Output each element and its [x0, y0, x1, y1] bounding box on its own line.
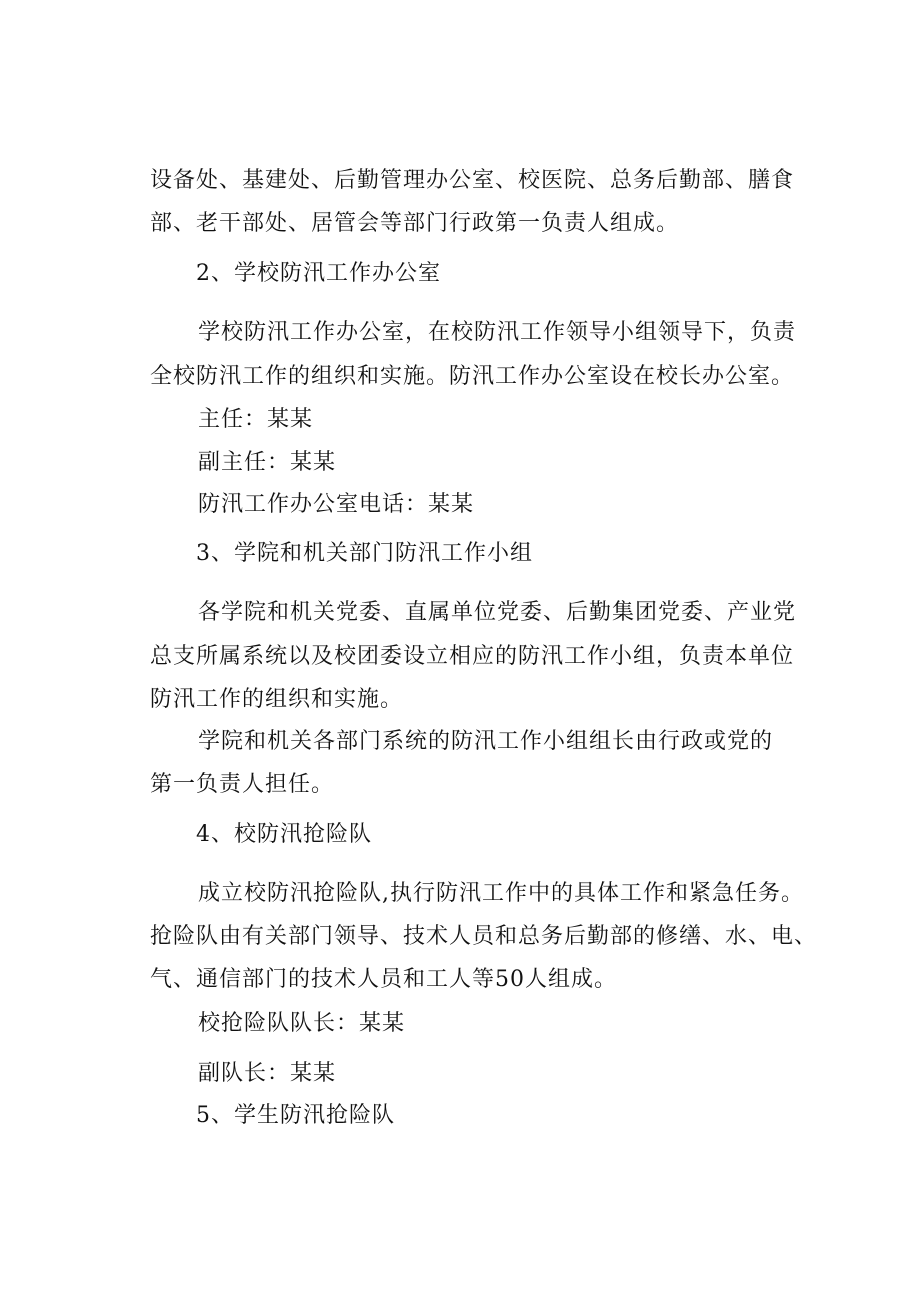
body-text-line: 抢险队由有关部门领导、技术人员和总务后勤部的修缮、水、电、	[150, 924, 818, 949]
body-text-line: 防汛工作办公室电话：某某	[198, 492, 475, 517]
body-text-line: 设备处、基建处、后勤管理办公室、校医院、总务后勤部、膳食	[150, 168, 795, 193]
body-text-line: 副队长：某某	[198, 1061, 337, 1086]
body-text-line: 部、老干部处、居管会等部门行政第一负责人组成。	[150, 211, 680, 236]
body-text-line: 第一负责人担任。	[150, 772, 335, 797]
body-text-line: 校抢险队队长：某某	[198, 1011, 406, 1036]
section-heading: 4、校防汛抢险队	[196, 822, 372, 847]
body-text-line: 学校防汛工作办公室，在校防汛工作领导小组领导下，负责	[198, 320, 797, 345]
body-text-line: 总支所属系统以及校团委设立相应的防汛工作小组，负责本单位	[150, 644, 795, 669]
body-text-line: 防汛工作的组织和实施。	[150, 687, 404, 712]
section-heading: 2、学校防汛工作办公室	[196, 261, 441, 286]
body-text-line: 全校防汛工作的组织和实施。防汛工作办公室设在校长办公室。	[150, 364, 795, 389]
body-text-line: 成立校防汛抢险队,执行防汛工作中的具体工作和紧急任务。	[198, 881, 804, 906]
body-text-line: 各学院和机关党委、直属单位党委、后勤集团党委、产业党	[198, 600, 797, 625]
body-text-line: 主任：某某	[198, 407, 314, 432]
section-heading: 5、学生防汛抢险队	[196, 1103, 395, 1128]
section-heading: 3、学院和机关部门防汛工作小组	[196, 541, 533, 566]
body-text-line: 学院和机关各部门系统的防汛工作小组组长由行政或党的	[198, 729, 774, 754]
body-text-line: 气、通信部门的技术人员和工人等50人组成。	[150, 967, 617, 992]
body-text-line: 副主任：某某	[198, 450, 337, 475]
